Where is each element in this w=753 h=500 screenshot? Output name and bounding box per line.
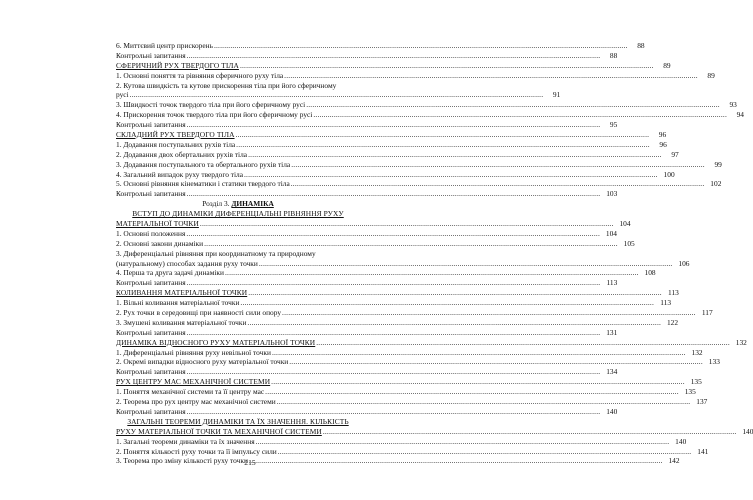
toc-item xyxy=(116,446,709,457)
toc-entry-title: 3. Теорема про зміну кількості руху точки xyxy=(116,456,248,466)
toc-leader-dots xyxy=(289,357,703,367)
toc-item xyxy=(116,258,690,269)
toc-page-number: 100 xyxy=(663,169,675,179)
toc-page-number: 93 xyxy=(729,100,737,110)
toc-page-number: 133 xyxy=(708,357,720,367)
toc-item xyxy=(116,327,618,338)
toc-page-number: 122 xyxy=(666,317,679,327)
toc-entry-title: 2. Додавання двох обертальних рухів тіла xyxy=(116,149,248,159)
toc-entry-title: русі xyxy=(116,90,129,100)
toc-page-number: 142 xyxy=(668,456,680,466)
toc-item xyxy=(116,308,713,318)
toc-page-number: 140 xyxy=(606,406,618,416)
toc-section xyxy=(116,219,631,229)
toc-leader-dots xyxy=(187,51,601,61)
toc-page-number: 89 xyxy=(707,70,715,80)
toc-section xyxy=(116,426,753,437)
toc-page-number: 113 xyxy=(660,298,672,308)
toc-page-number: 96 xyxy=(659,139,667,149)
toc-leader-dots xyxy=(236,140,650,150)
toc-item xyxy=(116,189,618,199)
toc-page-number: 131 xyxy=(606,327,618,337)
toc-page-number: 113 xyxy=(668,288,679,298)
toc-item xyxy=(116,278,618,288)
toc-section xyxy=(116,377,702,387)
toc-entry-title: 1. Основні поняття та рівняння сферичного руху тіла xyxy=(116,70,284,80)
toc-entry-title: 5. Основні рівняння кінематики і статики твердого тіла xyxy=(116,179,290,189)
toc-leader-dots xyxy=(187,189,601,199)
toc-leader-dots xyxy=(306,100,720,110)
toc-entry-title: РУХУ МАТЕРІАЛЬНОЇ ТОЧКИ ТА МЕХАНІЧНОЇ СИСТЕМИ xyxy=(116,426,322,436)
toc-leader-dots xyxy=(259,259,673,269)
toc-item xyxy=(116,387,696,397)
toc-entry-title: СКЛАДНИЙ РУХ ТВЕРДОГО ТІЛА xyxy=(116,130,235,139)
toc-item xyxy=(116,169,675,180)
toc-page-number: 104 xyxy=(605,228,617,238)
toc-page-number: 89 xyxy=(663,60,671,70)
toc-entry-title: 2. Теорема про рух центру мас механічної системи xyxy=(116,397,276,407)
toc-item xyxy=(116,90,561,100)
toc-entry-title: Контрольні запитання xyxy=(116,189,186,199)
toc-item xyxy=(116,110,744,120)
toc-section xyxy=(116,337,747,348)
toc-leader-dots xyxy=(323,427,737,437)
toc-item xyxy=(116,406,618,417)
toc-page-number: 95 xyxy=(609,120,618,130)
toc-page-number: 103 xyxy=(606,189,618,199)
toc-page-number: 96 xyxy=(658,130,667,139)
toc-leader-dots xyxy=(200,219,614,229)
toc-entry-title: Контрольні запитання xyxy=(116,278,186,288)
toc-page-number: 91 xyxy=(552,90,561,100)
toc-entry-title: 3. Змушені коливання матеріальної точки xyxy=(116,317,247,327)
toc-item xyxy=(116,139,667,150)
toc-leader-dots xyxy=(240,298,654,308)
toc-entry-title: 3. Додавання поступального та обертального рухів тіла xyxy=(116,159,291,169)
toc-item xyxy=(116,100,737,110)
toc-item xyxy=(116,81,360,91)
toc-page-number: 104 xyxy=(619,219,631,229)
toc-item xyxy=(116,238,635,249)
toc-leader-dots xyxy=(278,447,692,457)
toc-leader-dots xyxy=(256,437,670,447)
toc-entry-title: ДИНАМІКА ВІДНОСНОГО РУХУ МАТЕРІАЛЬНОЇ ТОЧКИ xyxy=(116,337,316,347)
toc-entry-title: 6. Миттєвий центр прискорень xyxy=(116,40,213,50)
toc-page-number: 97 xyxy=(671,149,679,159)
toc-leader-dots xyxy=(225,268,639,278)
toc-entry-title: 2. Основні закони динаміки xyxy=(116,238,204,248)
toc-entry-title: Контрольні запитання xyxy=(116,406,186,416)
toc-entry-title: СФЕРИЧНИЙ РУХ ТВЕРДОГО ТІЛА xyxy=(116,60,239,70)
toc-item xyxy=(116,40,645,51)
toc-entry-title: 1. Загальні теореми динаміки та їх значення xyxy=(116,436,255,446)
toc-page-number: 108 xyxy=(644,268,656,278)
toc-entry-title: 2. Рух точки в середовищі при наявності сили опору xyxy=(116,308,282,318)
toc-page-number: 88 xyxy=(609,50,618,60)
toc-leader-dots xyxy=(214,41,628,51)
page-number: 215 xyxy=(244,458,256,467)
chapter-heading xyxy=(116,199,360,209)
toc-entry-title: РУХ ЦЕНТРУ МАС МЕХАНІЧНОЇ СИСТЕМИ xyxy=(116,377,271,387)
toc-leader-dots xyxy=(187,328,601,338)
toc-item xyxy=(116,268,656,278)
chapter-heading-prefix: Розділ 3. xyxy=(202,199,232,209)
toc-item xyxy=(116,120,618,130)
toc-entry-title: КОЛИВАННЯ МАТЕРІАЛЬНОЇ ТОЧКИ xyxy=(116,288,248,298)
toc-entry-title: 1. Вільні коливання матеріальної точки xyxy=(116,298,240,308)
toc-entry-title: 2. Кутова швидкість та кутове прискорення тіла при його сферичному xyxy=(116,80,337,90)
toc-leader-dots xyxy=(316,338,730,348)
toc-section xyxy=(116,288,679,298)
toc-page-number: 137 xyxy=(696,397,708,407)
toc-page-number: 113 xyxy=(606,278,618,288)
toc-leader-dots xyxy=(240,61,654,71)
toc-entry-title: 1. Додавання поступальних рухів тіла xyxy=(116,139,236,149)
toc-item xyxy=(116,357,720,368)
toc-leader-dots xyxy=(265,387,679,397)
toc-page-number: 132 xyxy=(735,337,747,347)
toc-item xyxy=(116,298,672,308)
section-title-line: ЗАГАЛЬНІ ТЕОРЕМИ ДИНАМІКИ ТА ЇХ ЗНАЧЕННЯ. КІЛЬКІСТЬ xyxy=(127,416,349,426)
section-title-line: ВСТУП ДО ДИНАМІКИ ДИФЕРЕНЦІАЛЬНІ РІВНЯННЯ РУХУ xyxy=(132,209,344,219)
chapter-heading-label xyxy=(202,199,274,209)
toc-item xyxy=(116,50,618,61)
toc-page-number: 105 xyxy=(623,238,635,248)
toc-leader-dots xyxy=(204,239,618,249)
toc-entry-title: 4. Прискорення точок твердого тіла при його сферичному русі xyxy=(116,110,313,120)
toc-item xyxy=(116,397,708,407)
toc-page-number: 132 xyxy=(691,347,703,357)
toc-item xyxy=(116,367,618,377)
toc-page-number: 102 xyxy=(710,179,722,189)
toc-item xyxy=(116,436,687,447)
toc-item xyxy=(116,317,679,328)
toc-entry-title: Контрольні запитання xyxy=(116,50,186,60)
toc-page-number: 134 xyxy=(606,367,618,377)
toc-leader-dots xyxy=(236,130,650,140)
toc-leader-dots xyxy=(248,150,662,160)
toc-leader-dots xyxy=(244,170,658,180)
toc-page-number: 106 xyxy=(678,258,690,268)
toc-leader-dots xyxy=(187,367,601,377)
toc-item xyxy=(116,149,679,160)
toc-leader-dots xyxy=(187,278,601,288)
toc-entry-title: 1. Основні положення xyxy=(116,228,186,238)
toc-entry-title: 4. Перша та друга задачі динаміки xyxy=(116,268,224,278)
toc-entry-title: 1. Диференціальні рівняння руху невільної точки xyxy=(116,347,271,357)
chapter-heading-title: ДИНАМІКА xyxy=(231,199,274,209)
toc-item xyxy=(116,228,617,239)
toc-entry-title: 3. Диференціальні рівняння при координатному та природному xyxy=(116,248,316,258)
toc-entry-title: (натуральному) способах задання руху точки xyxy=(116,258,258,268)
toc-item xyxy=(116,159,722,170)
toc-leader-dots xyxy=(187,120,601,130)
table-of-contents xyxy=(116,40,753,466)
toc-page-number: 94 xyxy=(736,110,744,120)
toc-page-number: 99 xyxy=(714,159,722,169)
toc-item xyxy=(116,179,722,189)
toc-page-number: 117 xyxy=(701,308,713,318)
toc-leader-dots xyxy=(187,407,601,417)
toc-leader-dots xyxy=(272,348,686,358)
toc-leader-dots xyxy=(130,90,544,100)
toc-section xyxy=(116,130,667,140)
toc-item xyxy=(116,70,715,81)
toc-page-number: 135 xyxy=(690,377,702,387)
toc-leader-dots xyxy=(248,288,662,298)
toc-entry-title: МАТЕРІАЛЬНОЇ ТОЧКИ xyxy=(116,219,199,229)
toc-section xyxy=(116,60,671,71)
toc-leader-dots xyxy=(186,229,600,239)
toc-entry-title: 1. Поняття механічної системи та її центру мас xyxy=(116,387,265,397)
toc-entry-title: Контрольні запитання xyxy=(116,120,186,130)
toc-entry-title: 2. Поняття кількості руху точки та її імпульсу сили xyxy=(116,446,277,456)
toc-page-number: 135 xyxy=(684,387,696,397)
toc-page-number: 141 xyxy=(697,446,709,456)
toc-entry-title: 4. Загальний випадок руху твердого тіла xyxy=(116,169,243,179)
toc-leader-dots xyxy=(284,71,698,81)
toc-page-number: 88 xyxy=(637,40,645,50)
toc-leader-dots xyxy=(271,377,685,387)
toc-leader-dots xyxy=(291,179,705,189)
toc-entry-title: Контрольні запитання xyxy=(116,327,186,337)
toc-entry-title: 3. Швидкості точок твердого тіла при його сферичному русі xyxy=(116,100,306,110)
toc-leader-dots xyxy=(277,397,691,407)
toc-item xyxy=(116,249,360,259)
toc-entry-title: 2. Окремі випадки відносного руху матеріальної точки xyxy=(116,357,289,367)
toc-leader-dots xyxy=(282,308,696,318)
toc-leader-dots xyxy=(247,318,661,328)
toc-page-number: 140 xyxy=(742,426,753,436)
toc-leader-dots xyxy=(291,160,705,170)
toc-leader-dots xyxy=(313,110,727,120)
toc-page-number: 140 xyxy=(675,436,687,446)
toc-entry-title: Контрольні запитання xyxy=(116,367,186,377)
toc-item xyxy=(116,347,703,358)
